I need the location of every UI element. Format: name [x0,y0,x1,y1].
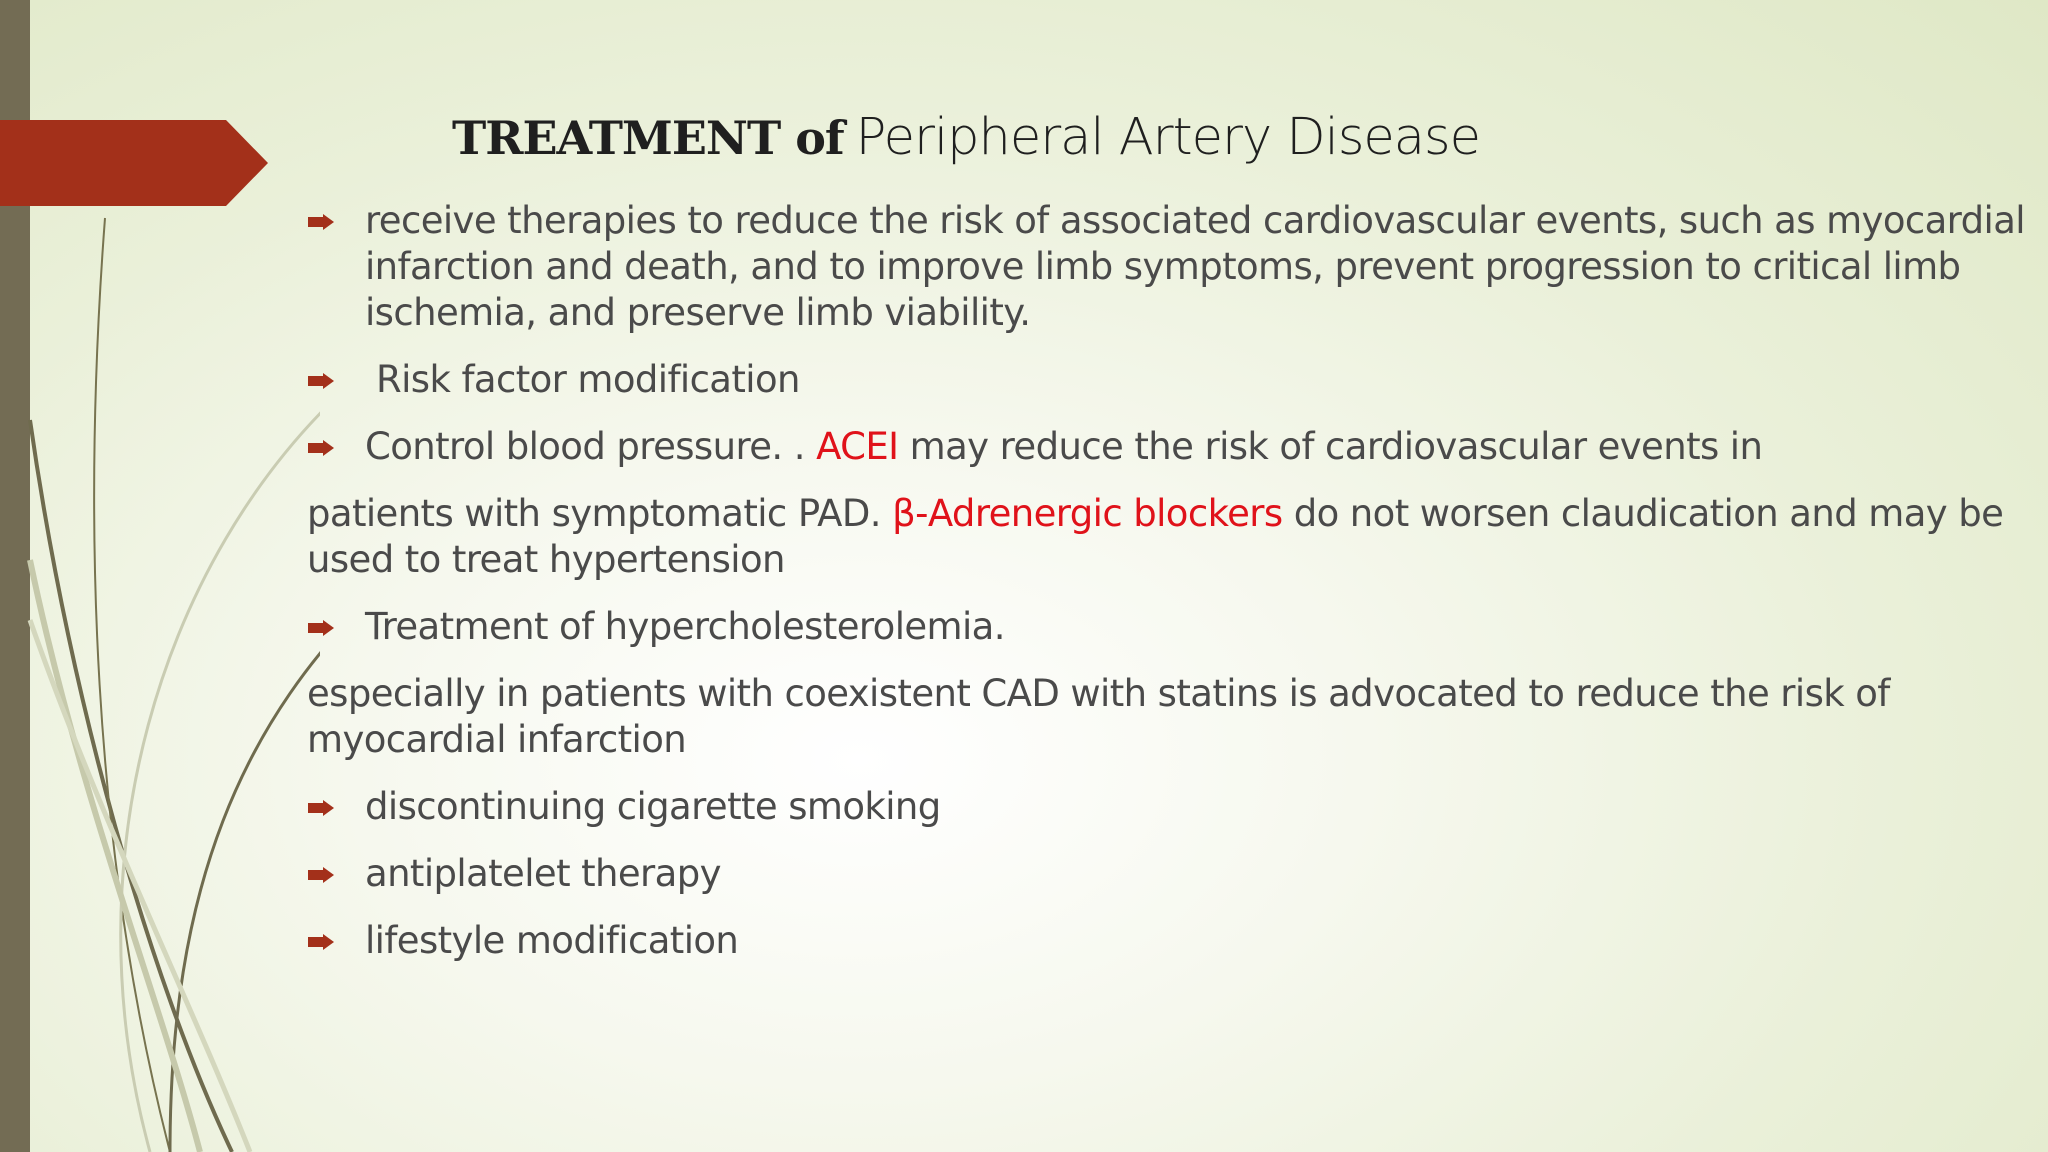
bullet-item [307,198,2037,336]
paragraph-text: patients with symptomatic PAD. [307,492,881,535]
title-arrow-shape [0,120,270,206]
right-arrow-bullet-icon [308,620,334,636]
paragraph-text: especially in patients with coexistent CAD with statins is advocated to reduce the risk of myocardial infarction [307,672,1890,761]
bullet-text: Treatment of hypercholesterolemia. [365,605,1005,648]
bullet-item [307,357,2037,403]
bullet-text: may reduce the risk of cardiovascular events in [909,425,1763,468]
right-arrow-bullet-icon [308,867,334,883]
right-arrow-bullet-icon [308,373,334,389]
bullet-text: antiplatelet therapy [365,852,721,895]
title-sans-part: Peripheral Artery Disease [855,108,1480,167]
right-arrow-bullet-icon [308,800,334,816]
bullet-text: lifestyle modification [365,919,739,962]
bullet-text: Control blood pressure. . [365,425,805,468]
right-arrow-bullet-icon [308,214,334,230]
right-arrow-bullet-icon [308,440,334,456]
bullet-item [307,918,2037,964]
bullet-item [307,784,2037,830]
bullet-text: discontinuing cigarette smoking [365,785,941,828]
bullet-item [307,604,2037,650]
paragraph [307,491,2037,583]
bullet-text: Risk factor modification [376,358,800,401]
title-serif-part: TREATMENT of [452,111,844,165]
paragraph [307,671,2037,763]
bullet-text: receive therapies to reduce the risk of associated cardiovascular events, such as myocardial infarction and death, and to improve limb symptoms, prevent progression to critical limb ischemia, and preserve limb viability. [365,199,2025,334]
highlight-acei: ACEI [816,425,899,468]
slide-title [452,108,1480,167]
paragraph-text: do not worsen claudication and may be used to treat hypertension [307,492,2004,581]
bullet-item [307,851,2037,897]
slide-content [307,198,2037,985]
right-arrow-bullet-icon [308,934,334,950]
bullet-item [307,424,2037,470]
highlight-beta-blockers: β-Adrenergic blockers [892,492,1283,535]
